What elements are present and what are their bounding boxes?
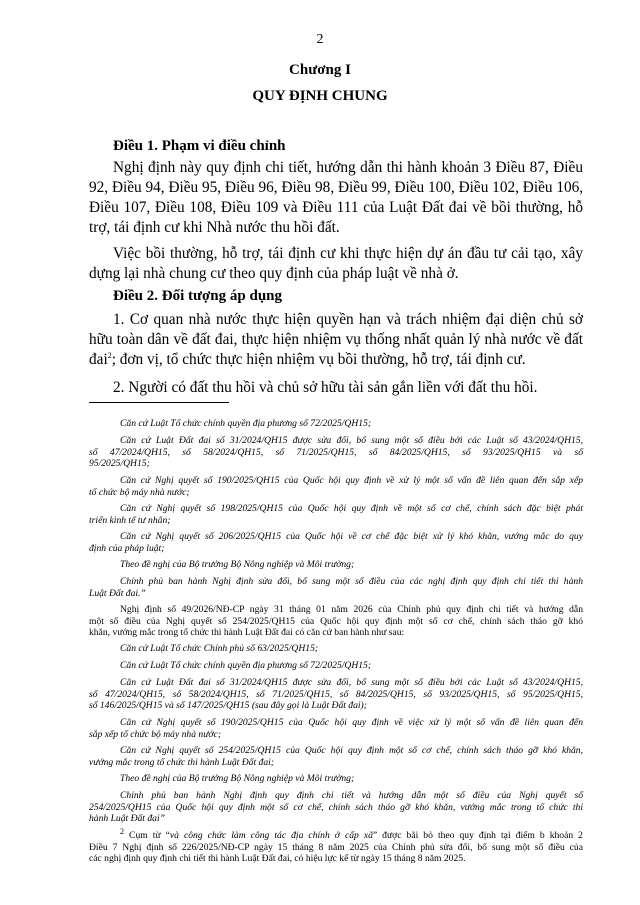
article-1-paragraph-1 <box>89 158 583 238</box>
text-line: Căn cứ Luật Đất đai số 31/2024/QH15 được sửa đổi, bổ sung một số điều bởi các Luật số 43/2024/QH15, <box>120 677 583 688</box>
chapter-heading: Chương I <box>289 62 351 78</box>
footnote-ref: 2 <box>107 350 112 360</box>
text-line: Điều 107, Điều 108, Điều 109 và Điều 111 của Luật Đất đai về bồi thường, hỗ <box>89 199 583 216</box>
text-line: Căn cứ Nghị quyết số 254/2025/QH15 của Quốc hội quy định một số cơ chế, chính sách tháo gỡ khó khăn, <box>120 745 583 756</box>
text-span: và công chức làm công tác địa chính ở cấp xã <box>169 830 373 841</box>
text-line: 92, Điều 94, Điều 95, Điều 96, Điều 98, Điều 99, Điều 100, Điều 102, Điều 106, <box>89 179 584 196</box>
text-line: hành Luật Đất đai” <box>89 813 165 825</box>
text-line: Chính phủ ban hành Nghị định sửa đổi, bổ sung một số điều của các nghị định quy định chi tiết thi hành <box>120 576 583 587</box>
text-line: số 47/2024/QH15, số 58/2024/QH15, số 71/2025/QH15, số 84/2025/QH15, số 93/2025/QH15 và số <box>89 446 583 458</box>
footnote-line <box>89 773 583 785</box>
article-1-paragraph-2 <box>89 244 583 284</box>
footnote-line <box>89 717 583 740</box>
text-line: số 146/2025/QH15 và số 147/2025/QH15 (sau đây gọi là Luật Đất đai); <box>89 700 367 712</box>
text-line: Luật Đất đai.” <box>89 587 146 599</box>
text-line: 95/2025/QH15; <box>89 458 150 470</box>
text-span: 2. Người có đất thu hồi và chủ sở hữu tài sản gắn liền với đất thu hồi. <box>113 379 538 396</box>
footnote-line <box>89 576 583 599</box>
text-span: Nghị định này quy định chi tiết, hướng dẫn thi hành khoản 3 Điều 87, Điều <box>113 159 583 176</box>
text-line: Căn cứ Nghị quyết số 190/2025/QH15 của Quốc hội quy định về xử lý một số vấn đề liên quan đến sắp xếp <box>120 475 583 486</box>
text-line: sắp xếp tổ chức bộ máy nhà nước; <box>89 728 222 740</box>
text-line: khăn, vướng mắc trong tổ chức thi hành Luật Đất đai có căn cứ ban hành như sau: <box>89 627 405 639</box>
article-1-title: Điều 1. Phạm vi điều chỉnh <box>113 138 286 154</box>
text-line: Căn cứ Luật Tổ chức chính quyền địa phương số 72/2025/QH15; <box>120 418 372 429</box>
text-line <box>89 826 583 842</box>
footnote-line <box>89 604 583 639</box>
text-line: Căn cứ Luật Đất đai số 31/2024/QH15 được sửa đổi, bổ sung một số điều bởi các Luật số 43/2024/QH15, <box>120 435 583 446</box>
text-line: hữu toàn dân về đất đai, thực hiện nhiệm vụ thống nhất quản lý nhà nước về đất <box>89 331 583 348</box>
text-line: Chính phủ ban hành Nghị định quy định chi tiết và hướng dẫn một số điều của Nghị quyết số <box>120 790 583 801</box>
footnote-line <box>89 677 583 712</box>
footnote-line <box>89 503 583 526</box>
text-line <box>89 350 583 370</box>
text-line: Căn cứ Luật Tổ chức Chính phủ số 63/2025/QH15; <box>120 643 319 654</box>
text-line: các nghị định quy định chi tiết thi hành Luật Đất đai, có hiệu lực kể từ ngày 15 tháng 8 năm 2025. <box>89 853 466 865</box>
text-line: trợ, tái định cư khi Nhà nước thu hồi đất. <box>89 219 340 236</box>
text-line: Căn cứ Nghị quyết số 190/2025/QH15 của Quốc hội quy định về việc xử lý một số vấn đề liên quan đến <box>120 717 583 728</box>
text-span: ; đơn vị, tổ chức thực hiện nhiệm vụ bồi thường, hỗ trợ, tái định cư. <box>111 351 526 368</box>
text-span: Việc bồi thường, hỗ trợ, tái định cư khi thực hiện dự án đầu tư cải tạo, xây <box>113 245 583 262</box>
text-line: 254/2025/QH15 của Quốc hội quy định một số cơ chế, chính sách tháo gỡ khó khăn, vướng mắc trong tổ chức thi <box>89 801 583 813</box>
footnote-separator <box>89 402 229 403</box>
text-line: triển kinh tế tư nhân; <box>89 514 171 526</box>
text-line: Theo đề nghị của Bộ trưởng Bộ Nông nghiệp và Môi trường; <box>120 773 355 784</box>
footnote-line <box>89 559 583 571</box>
footnote-2 <box>89 826 583 865</box>
text-line: vướng mắc trong tổ chức thi hành Luật Đất đai; <box>89 756 274 768</box>
text-line <box>89 158 583 178</box>
chapter-title: QUY ĐỊNH CHUNG <box>252 88 388 104</box>
footnote-line <box>89 435 583 470</box>
footnote-line <box>89 418 583 430</box>
text-line: Điều 7 Nghị định số 226/2025/NĐ-CP ngày 15 tháng 8 năm 2025 của Chính phủ sửa đổi, bổ sung một số điều của <box>89 841 583 853</box>
text-line: Theo đề nghị của Bộ trưởng Bộ Nông nghiệp và Môi trường; <box>120 559 355 570</box>
text-span: 1. Cơ quan nhà nước thực hiện quyền hạn và trách nhiệm đại diện chủ sở <box>113 311 583 328</box>
text-line: tổ chức bộ máy nhà nước; <box>89 486 190 498</box>
footnote-number: 2 <box>120 826 124 836</box>
footnote-line <box>89 531 583 554</box>
footnote-line <box>89 790 583 825</box>
page-number: 2 <box>316 32 324 47</box>
footnote-line <box>89 745 583 768</box>
text-span: đai <box>89 351 108 368</box>
text-line: định của pháp luật; <box>89 542 165 554</box>
text-line <box>89 310 583 330</box>
article-2-paragraph-2 <box>89 378 583 398</box>
text-line: Căn cứ Nghị quyết số 198/2025/QH15 của Quốc hội quy định về một số cơ chế, chính sách đặc biệt phát <box>120 503 583 514</box>
article-2-title: Điều 2. Đối tượng áp dụng <box>113 288 283 304</box>
text-line: một số điều của Nghị quyết số 254/2025/QH15 của Quốc hội quy định một số cơ chế, chính sách tháo gỡ khó <box>89 615 583 627</box>
text-line <box>89 378 583 398</box>
text-span: Cụm từ “ <box>129 830 170 841</box>
text-line: dựng lại nhà chung cư theo quy định của pháp luật về nhà ở. <box>89 265 459 282</box>
article-2-paragraph-1 <box>89 310 583 370</box>
footnote-line <box>89 475 583 498</box>
text-line: số 47/2024/QH15, số 58/2024/QH15, số 71/2025/QH15, số 84/2025/QH15, số 93/2025/QH15, số 95/2025/QH15, <box>89 688 583 700</box>
text-span: ” được bãi bỏ theo quy định tại điểm b khoản 2 <box>372 830 583 841</box>
text-line: Căn cứ Nghị quyết số 206/2025/QH15 của Quốc hội về cơ chế đặc biệt xử lý khó khăn, vướng mắc do quy <box>120 531 583 542</box>
text-line <box>89 244 583 264</box>
footnote-line <box>89 643 583 655</box>
text-line: Nghị định số 49/2026/NĐ-CP ngày 31 tháng 01 năm 2026 của Chính phủ quy định chi tiết và hướng dẫn <box>120 604 583 615</box>
footnote-line <box>89 660 583 672</box>
text-line: Căn cứ Luật Tổ chức chính quyền địa phương số 72/2025/QH15; <box>120 660 372 671</box>
